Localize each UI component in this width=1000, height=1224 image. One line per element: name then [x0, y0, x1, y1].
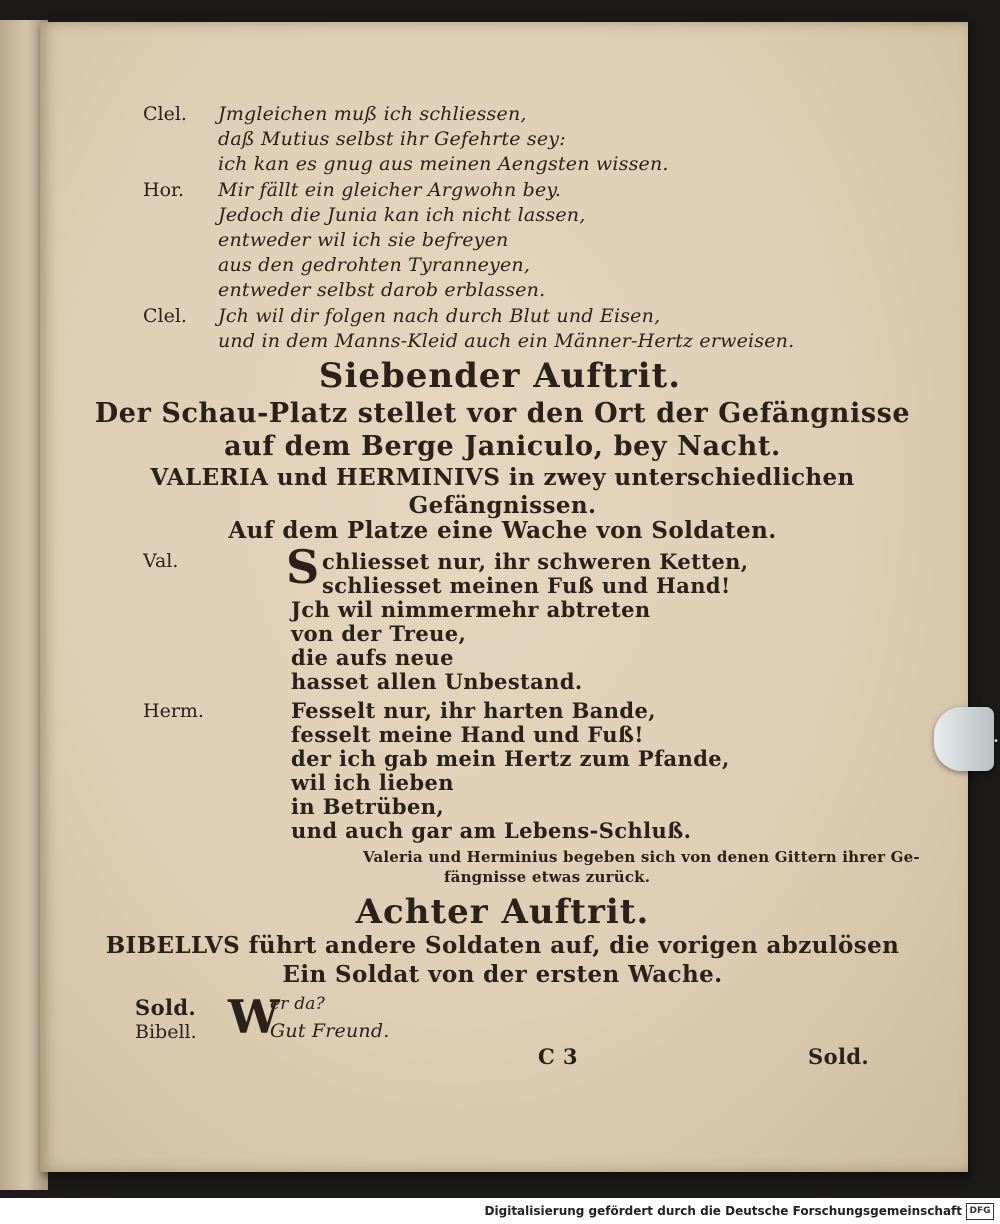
- handle-dot: •: [993, 736, 999, 747]
- verse-line: in Betrüben,: [291, 794, 445, 819]
- verse-line: Fesselt nur, ihr harten Bande,: [291, 698, 656, 723]
- verse-line: aus den gedrohten Tyranneyen,: [218, 254, 531, 276]
- speaker-label: Sold.: [135, 995, 197, 1020]
- verse-line: und auch gar am Lebens-Schluß.: [291, 818, 692, 843]
- verse-line: er da?: [270, 994, 325, 1014]
- speaker-label: Clel.: [143, 103, 187, 125]
- verse-line: Mir fällt ein gleicher Argwohn bey.: [218, 179, 562, 201]
- guard-line: Auf dem Platze eine Wache von Soldaten.: [228, 517, 777, 544]
- speaker-label: Bibell.: [135, 1021, 197, 1043]
- credit-text: Digitalisierung gefördert durch die Deutsche Forschungsgemeinschaft: [484, 1204, 962, 1218]
- persons-line: VALERIA und HERMINIVS in zwey unterschiedlichen: [150, 464, 855, 491]
- verse-line: der ich gab mein Hertz zum Pfande,: [291, 746, 730, 771]
- page-turn-handle[interactable]: [934, 707, 994, 771]
- catchword: Sold.: [808, 1044, 870, 1069]
- verse-line: wil ich lieben: [291, 770, 454, 795]
- stage-direction: fängnisse etwas zurück.: [444, 868, 651, 886]
- verse-line: hasset allen Unbestand.: [291, 669, 583, 694]
- drop-initial: S: [286, 540, 320, 594]
- setting-line: auf dem Berge Janiculo, bey Nacht.: [224, 431, 781, 462]
- setting-line: Der Schau-Platz stellet vor den Ort der Gefängnisse: [94, 398, 911, 429]
- verse-line: Jmgleichen muß ich schliessen,: [218, 103, 527, 125]
- drop-initial: W: [228, 990, 280, 1044]
- verse-line: ich kan es gnug aus meinen Aengsten wissen.: [218, 153, 669, 175]
- speaker-label: Clel.: [143, 305, 187, 327]
- verse-line: Jch wil dir folgen nach durch Blut und Eisen,: [218, 305, 661, 327]
- speaker-label: Herm.: [143, 700, 204, 722]
- verse-line: entweder selbst darob erblassen.: [218, 279, 546, 301]
- dfg-logo: DFG: [966, 1203, 994, 1220]
- verse-line: die aufs neue: [291, 645, 454, 670]
- verse-line: chliesset nur, ihr schweren Ketten,: [322, 549, 749, 574]
- scene-heading: Siebender Auftrit.: [318, 356, 682, 396]
- speaker-label: Hor.: [143, 179, 185, 201]
- verse-line: Jedoch die Junia kan ich nicht lassen,: [218, 204, 586, 226]
- speaker-label: Val.: [143, 550, 179, 572]
- verse-line: fesselt meine Hand und Fuß!: [291, 722, 644, 747]
- persons-line: Ein Soldat von der ersten Wache.: [282, 961, 723, 988]
- signature-mark: C 3: [538, 1044, 578, 1069]
- persons-line: Gefängnissen.: [408, 492, 597, 519]
- verse-line: Gut Freund.: [270, 1020, 390, 1042]
- verse-line: und in dem Manns-Kleid auch ein Männer-Hertz erweisen.: [218, 330, 795, 352]
- verse-line: Jch wil nimmermehr abtreten: [291, 597, 651, 622]
- verse-line: schliesset meinen Fuß und Hand!: [322, 573, 731, 598]
- verse-line: von der Treue,: [291, 621, 467, 646]
- persons-line: BIBELLVS führt andere Soldaten auf, die vorigen abzulösen: [105, 932, 900, 959]
- verse-line: daß Mutius selbst ihr Gefehrte sey:: [218, 128, 566, 150]
- stage-direction: Valeria und Herminius begeben sich von denen Gittern ihrer Ge-: [363, 848, 920, 866]
- scene-heading: Achter Auftrit.: [355, 892, 650, 932]
- verse-line: entweder wil ich sie befreyen: [218, 229, 509, 251]
